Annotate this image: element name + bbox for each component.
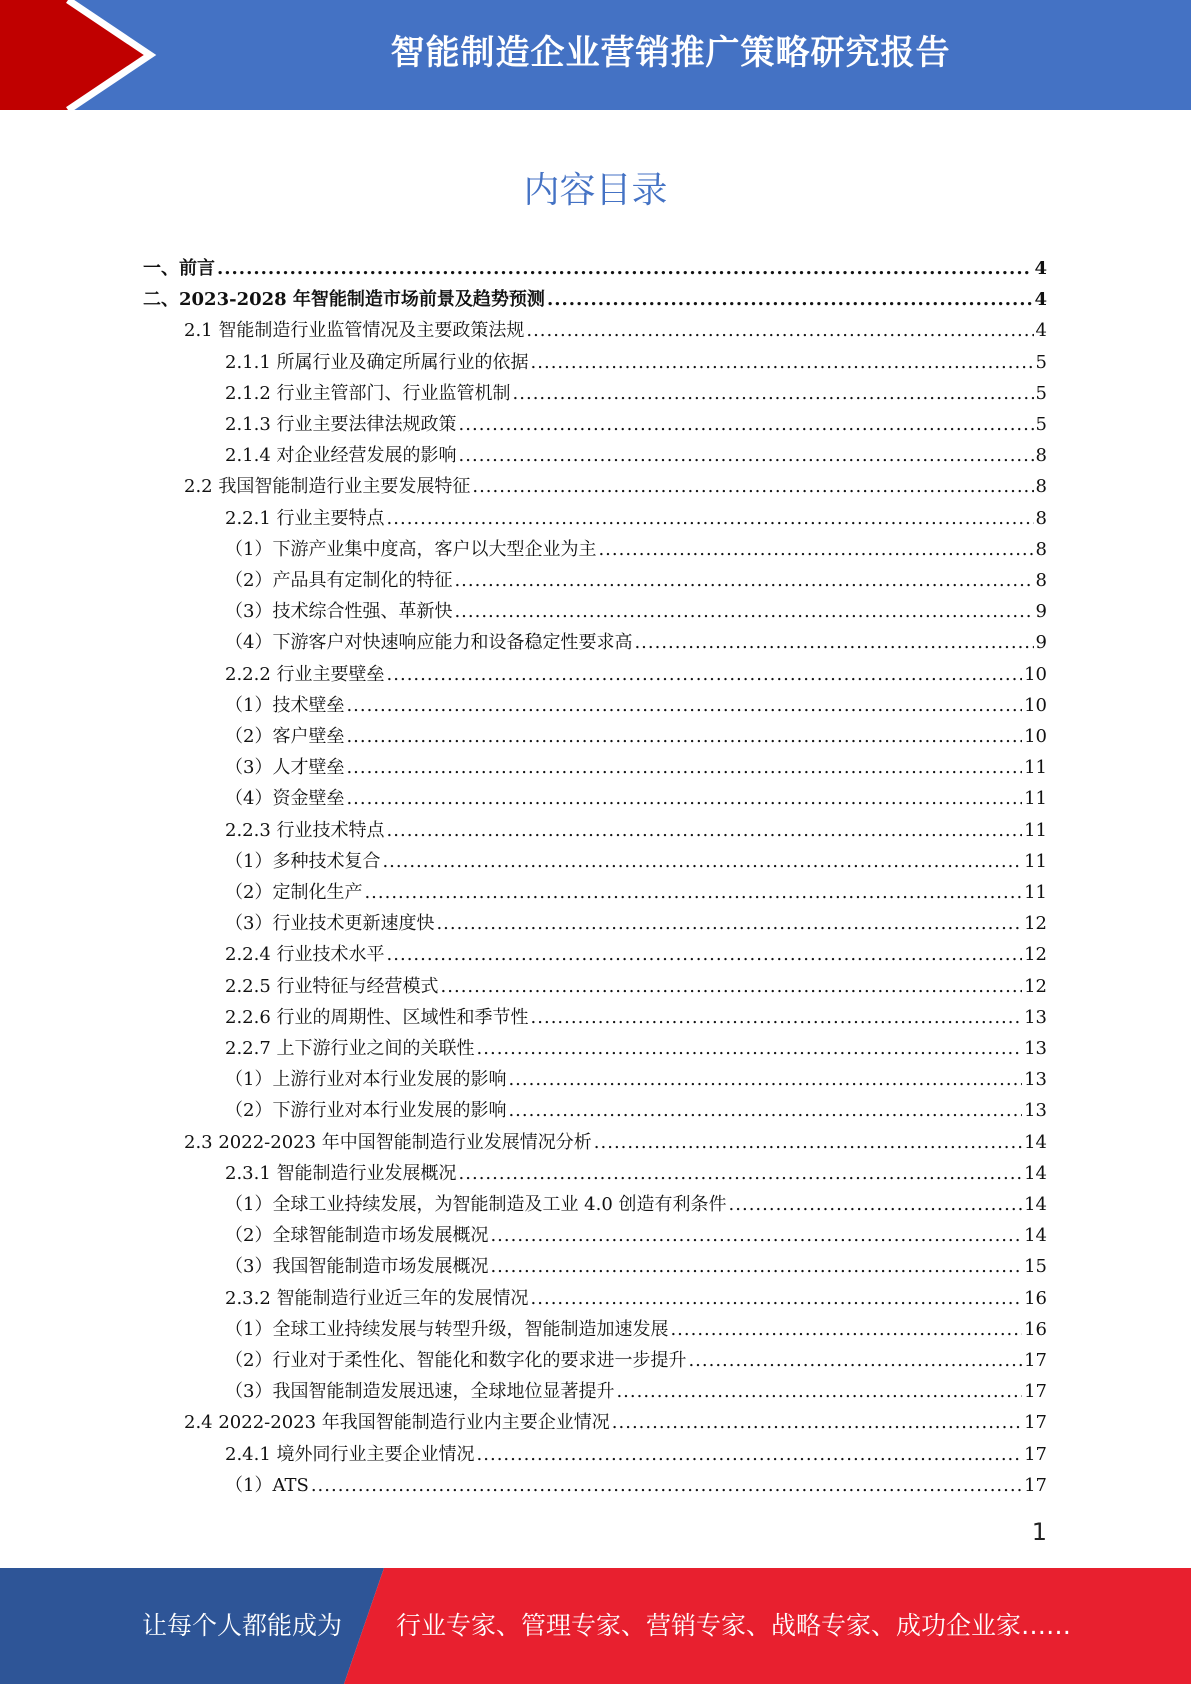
toc-entry-label: （2）客户壁垒 [225, 726, 345, 747]
toc-leader-dots [472, 471, 1033, 502]
toc-entry-page: 12 [1024, 975, 1047, 997]
toc-entry-label: （4）下游客户对快速响应能力和设备稳定性要求高 [225, 632, 633, 654]
toc-leader-dots [387, 815, 1023, 846]
toc-leader-dots [459, 409, 1034, 440]
toc-entry-label: 2.2.4 行业技术水平 [225, 944, 385, 966]
toc-entry-page: 8 [1035, 570, 1047, 591]
toc-leader-dots [490, 1220, 1022, 1251]
toc-entry[interactable] [225, 1064, 1047, 1095]
toc-entry-label: （3）行业技术更新速度快 [225, 913, 435, 935]
toc-leader-dots [477, 1033, 1023, 1064]
toc-entry[interactable] [225, 565, 1047, 596]
toc-leader-dots [454, 596, 1033, 627]
toc-entry[interactable] [225, 1158, 1047, 1189]
toc-entry[interactable] [225, 1189, 1047, 1220]
toc-entry-label: 2.2.7 上下游行业之间的关联性 [225, 1038, 475, 1059]
toc-entry-page: 4 [1034, 258, 1047, 279]
toc-entry[interactable] [225, 409, 1047, 440]
toc-leader-dots [547, 284, 1033, 315]
toc-entry-label: 2.2.5 行业特征与经营模式 [225, 975, 439, 997]
toc-leader-dots [688, 1345, 1022, 1376]
toc-entry-page: 16 [1024, 1318, 1047, 1340]
toc-leader-dots [531, 1002, 1023, 1033]
toc-entry-label: 2.2.2 行业主要壁垒 [225, 663, 385, 685]
toc-entry-page: 10 [1024, 694, 1047, 716]
toc-entry[interactable] [225, 1220, 1047, 1251]
toc-leader-dots [346, 752, 1022, 783]
toc-entry-label: 2.1.2 行业主管部门、行业监管机制 [225, 382, 511, 404]
toc-entry-label: 2.2.3 行业技术特点 [225, 819, 385, 841]
toc-entry-page: 13 [1024, 1006, 1047, 1028]
toc-entry-page: 8 [1035, 476, 1047, 498]
toc-leader-dots [436, 908, 1022, 939]
toc-entry-label: 2.3.1 智能制造行业发展概况 [225, 1162, 457, 1184]
toc-entry[interactable] [225, 503, 1047, 534]
toc-entry[interactable] [225, 971, 1047, 1002]
toc-entry-page: 15 [1024, 1256, 1047, 1278]
toc-entry-page: 12 [1024, 944, 1047, 966]
toc-entry[interactable] [225, 690, 1047, 721]
toc-entry[interactable] [225, 347, 1047, 378]
toc-entry[interactable] [225, 752, 1047, 783]
toc-entry[interactable] [225, 1345, 1047, 1376]
toc-entry-label: （3）我国智能制造市场发展概况 [225, 1256, 489, 1278]
toc-leader-dots [594, 1127, 1022, 1158]
toc-leader-dots [311, 1470, 1022, 1501]
toc-entry[interactable] [225, 783, 1047, 814]
toc-entry-label: （3）技术综合性强、革新快 [225, 601, 453, 623]
toc-leader-dots [531, 347, 1034, 378]
toc-leader-dots [441, 971, 1023, 1002]
toc-entry[interactable] [225, 1470, 1047, 1501]
toc-leader-dots [526, 315, 1033, 346]
toc-entry-page: 14 [1024, 1225, 1047, 1247]
toc-entry[interactable] [225, 939, 1047, 970]
toc-entry-page: 11 [1024, 819, 1047, 841]
toc-entry-page: 5 [1035, 414, 1047, 435]
toc-entry-page: 12 [1024, 913, 1047, 935]
toc-leader-dots [634, 627, 1033, 658]
toc-entry-page: 10 [1024, 663, 1047, 685]
toc-entry[interactable] [225, 877, 1047, 908]
toc-leader-dots [490, 1251, 1022, 1282]
toc-entry-label: （2）行业对于柔性化、智能化和数字化的要求进一步提升 [225, 1350, 687, 1371]
toc-entry-label: （2）全球智能制造市场发展概况 [225, 1225, 489, 1247]
toc-entry[interactable] [225, 440, 1047, 471]
toc-entry-label: （1）全球工业持续发展，为智能制造及工业 4.0 创造有利条件 [225, 1194, 727, 1215]
toc-leader-dots [387, 939, 1023, 970]
toc-entry-page: 17 [1024, 1412, 1047, 1434]
toc-entry-page: 4 [1034, 289, 1047, 311]
toc-entry-label: （2）产品具有定制化的特征 [225, 570, 453, 591]
toc-leader-dots [459, 1158, 1023, 1189]
page-number: 1 [1031, 1518, 1047, 1546]
page-header [0, 0, 1191, 110]
toc-entry[interactable] [143, 284, 1047, 315]
toc-entry-page: 17 [1024, 1350, 1047, 1371]
toc-entry-label: 2.4.1 境外同行业主要企业情况 [225, 1443, 475, 1465]
toc-entry[interactable] [143, 253, 1047, 284]
toc-leader-dots [346, 690, 1022, 721]
toc-entry[interactable] [225, 627, 1047, 658]
toc-entry[interactable] [225, 1314, 1047, 1345]
toc-entry-page: 11 [1024, 757, 1047, 779]
toc-entry-page: 17 [1024, 1443, 1047, 1465]
report-title: 智能制造企业营销推广策略研究报告 [390, 33, 951, 73]
toc-leader-dots [513, 378, 1034, 409]
toc-entry-label: （2）定制化生产 [225, 882, 363, 903]
toc-leader-dots [531, 1283, 1023, 1314]
toc-entry-page: 5 [1035, 382, 1047, 404]
toc-entry-label: 2.1.4 对企业经营发展的影响 [225, 445, 457, 467]
toc-entry[interactable] [184, 1127, 1047, 1158]
toc-entry-page: 14 [1024, 1162, 1047, 1184]
toc-entry[interactable] [184, 315, 1047, 346]
toc-entry-page: 16 [1024, 1287, 1047, 1309]
toc-leader-dots [387, 659, 1023, 690]
toc-entry[interactable] [184, 471, 1047, 502]
toc-entry-page: 8 [1035, 445, 1047, 467]
toc-entry-label: （1）ATS [225, 1474, 309, 1496]
toc-entry-label: （1）全球工业持续发展与转型升级，智能制造加速发展 [225, 1318, 669, 1340]
toc-entry-label: 2.3.2 智能制造行业近三年的发展情况 [225, 1287, 529, 1309]
toc-entry-page: 5 [1035, 351, 1047, 373]
toc-entry-label: （3）我国智能制造发展迅速，全球地位显著提升 [225, 1381, 615, 1403]
toc-entry-label: 2.1.3 行业主要法律法规政策 [225, 414, 457, 435]
toc-leader-dots [364, 877, 1022, 908]
toc-leader-dots [508, 1095, 1022, 1126]
page-footer [0, 1568, 1191, 1684]
toc-heading: 内容目录 [523, 170, 668, 211]
toc-entry-page: 14 [1024, 1194, 1047, 1215]
toc-entry[interactable] [225, 1002, 1047, 1033]
toc-entry-label: （3）人才壁垒 [225, 757, 345, 779]
toc-entry-label: 一、前言 [143, 258, 215, 279]
toc-entry-label: 2.1 智能制造行业监管情况及主要政策法规 [184, 320, 525, 342]
toc-leader-dots [508, 1064, 1022, 1095]
toc-entry-page: 11 [1024, 882, 1047, 903]
toc-entry-label: 二、2023-2028 年智能制造市场前景及趋势预测 [143, 289, 545, 311]
toc-entry[interactable] [225, 815, 1047, 846]
toc-entry-label: （1）技术壁垒 [225, 694, 345, 716]
toc-entry-label: 2.2.1 行业主要特点 [225, 507, 385, 529]
toc-entry[interactable] [225, 1033, 1047, 1064]
toc-entry-label: 2.2.6 行业的周期性、区域性和季节性 [225, 1006, 529, 1028]
toc-entry-label: 2.3 2022-2023 年中国智能制造行业发展情况分析 [184, 1131, 592, 1153]
toc-entry[interactable] [225, 846, 1047, 877]
toc-leader-dots [459, 440, 1034, 471]
footer-slogan-right: 行业专家、管理专家、营销专家、战略专家、成功企业家…… [396, 1611, 1072, 1640]
toc-leader-dots [387, 503, 1034, 534]
toc-leader-dots [729, 1189, 1023, 1220]
toc-entry-label: （4）资金壁垒 [225, 788, 345, 810]
toc-entry-page: 11 [1024, 850, 1047, 872]
toc-leader-dots [454, 565, 1033, 596]
toc-leader-dots [612, 1407, 1022, 1438]
toc-entry-page: 8 [1035, 507, 1047, 529]
toc-entry-page: 17 [1024, 1381, 1047, 1403]
toc-entry-page: 17 [1024, 1474, 1047, 1496]
toc-entry-label: （1）多种技术复合 [225, 850, 381, 872]
toc-entry-page: 8 [1035, 538, 1047, 560]
toc-entry-page: 13 [1024, 1100, 1047, 1122]
toc-entry[interactable] [225, 659, 1047, 690]
toc-entry-page: 9 [1035, 632, 1047, 654]
toc-entry-label: 2.4 2022-2023 年我国智能制造行业内主要企业情况 [184, 1412, 610, 1434]
toc-entry-page: 13 [1024, 1069, 1047, 1091]
footer-slogan-left: 让每个人都能成为 [142, 1611, 343, 1640]
toc-entry-label: （1）下游产业集中度高，客户以大型企业为主 [225, 538, 597, 560]
toc-leader-dots [382, 846, 1022, 877]
toc-entry[interactable] [184, 1407, 1047, 1438]
toc-leader-dots [346, 721, 1022, 752]
toc-entry[interactable] [225, 1283, 1047, 1314]
toc-entry-page: 13 [1024, 1038, 1047, 1059]
toc-entry-label: 2.1.1 所属行业及确定所属行业的依据 [225, 351, 529, 373]
toc-entry[interactable] [225, 1095, 1047, 1126]
toc-leader-dots [616, 1376, 1022, 1407]
toc-entry[interactable] [225, 378, 1047, 409]
toc-leader-dots [598, 534, 1033, 565]
toc-entry-page: 9 [1035, 601, 1047, 623]
toc-entry-label: （1）上游行业对本行业发展的影响 [225, 1069, 507, 1091]
toc-entry-page: 10 [1024, 726, 1047, 747]
toc-leader-dots [670, 1314, 1022, 1345]
toc-entry[interactable] [225, 908, 1047, 939]
toc-entry-label: （2）下游行业对本行业发展的影响 [225, 1100, 507, 1122]
toc-leader-dots [346, 783, 1022, 814]
toc-entry[interactable] [225, 596, 1047, 627]
toc-entry[interactable] [225, 534, 1047, 565]
toc-leader-dots [217, 253, 1032, 284]
toc-entry-page: 11 [1024, 788, 1047, 810]
toc-entry-page: 4 [1035, 320, 1047, 342]
toc-entry-page: 14 [1024, 1131, 1047, 1153]
toc-leader-dots [477, 1439, 1023, 1470]
toc-entry[interactable] [225, 721, 1047, 752]
toc-entry[interactable] [225, 1439, 1047, 1470]
toc-entry-label: 2.2 我国智能制造行业主要发展特征 [184, 476, 471, 498]
toc-entry[interactable] [225, 1376, 1047, 1407]
toc-entry[interactable] [225, 1251, 1047, 1282]
